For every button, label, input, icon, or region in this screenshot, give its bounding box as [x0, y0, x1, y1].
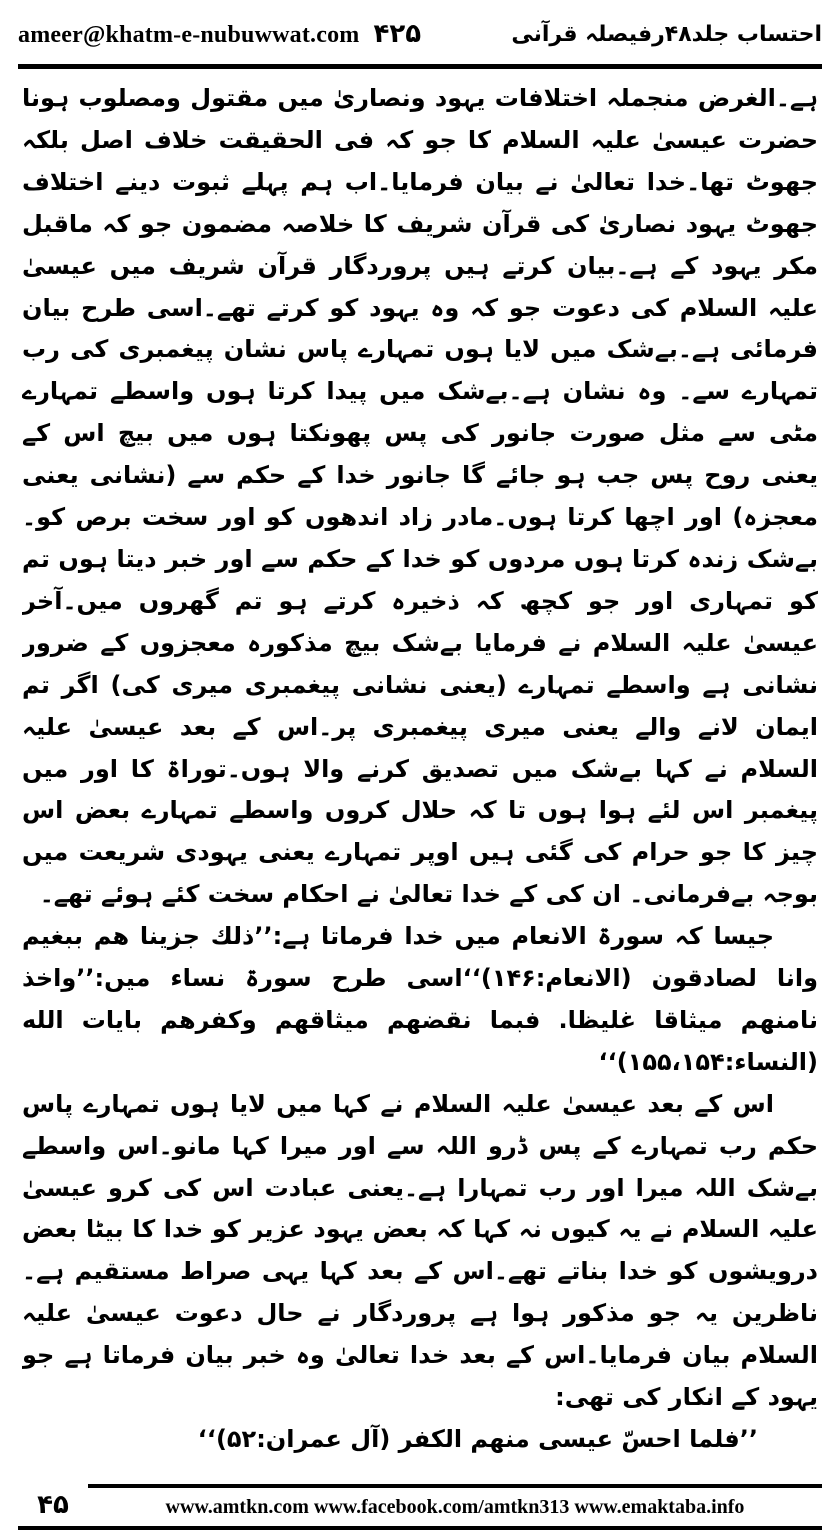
page-body — [22, 78, 818, 1454]
header-email: ameer@khatm-e-nubuwwat.com — [18, 22, 360, 48]
paragraph-1: ہے۔الغرض منجملہ اختلافات یہود ونصاریٰ میں مقتول ومصلوب ہونا حضرت عیسیٰ علیہ السلام کا جو کہ فی الحقیقت خلاف اصل بلکہ جھوٹ تھا۔خدا تعالیٰ نے بیان فرمایا۔اب ہم پہلے ثبوت دینے اختلاف جھوٹ یہود نصاریٰ کی قرآن شریف کا خلاصہ مضمون جو کہ ماقبل مکر یہود کے ہے۔بیان کرتے ہیں پروردگار قرآن شریف میں عیسیٰ علیہ السلام کی دعوت جو کہ وہ یہود کو کرتے تھے۔اسی طرح بیان فرمائی ہے۔بےشک میں لایا ہوں تمہارے پاس نشان پیغمبری کی رب تمہارے سے۔ وہ نشان ہے۔بےشک میں پیدا کرتا ہوں واسطے تمہارے مٹی سے مثل صورت جانور کی پس پھونکتا ہوں میں بیچ اس کے یعنی روح پس جب ہو جائے گا جانور خدا کے حکم سے (نشانی یعنی معجزہ) اور اچھا کرتا ہوں۔مادر زاد اندھوں کو اور سخت برص کو۔بےشک زندہ کرتا ہوں مردوں کو خدا کے حکم سے اور خبر دیتا ہوں تم کو تمہاری اور جو کچھ کہ ذخیرہ کرتے ہو تم گھروں میں۔آخر عیسیٰ علیہ السلام نے فرمایا بےشک بیچ مذکورہ معجزوں کے ضرور نشانی ہے واسطے تمہارے (یعنی نشانی پیغمبری میری کی) اگر تم ایمان لانے والے یعنی میری پیغمبری پر۔اس کے بعد عیسیٰ علیہ السلام نے کہا بےشک میں تصدیق کرنے والا ہوں۔توراۃ کا اور میں پیغمبر اس لئے ہوا ہوں تا کہ حلال کروں واسطے تمہارے بعض اس چیز کا جو حرام کی گئی ہیں اوپر تمہارے یعنی یہودی شریعت میں بوجہ بےفرمانی۔ ان کی کے خدا تعالیٰ نے احکام سخت کئے ہوئے تھے۔ — [22, 84, 818, 909]
footer-links: www.amtkn.com www.facebook.com/amtkn313 www.emaktaba.info — [88, 1484, 822, 1530]
footer-page-number: ۴۵ — [18, 1484, 88, 1530]
header-rule — [18, 64, 822, 69]
paragraph-2: جیسا کہ سورۃ الانعام میں خدا فرماتا ہے:’’ذلك جزينا هم ببغيم وانا لصادقون (الانعام:۱۴۶)‘‘اسی طرح سورۃ نساء میں:’’واخذ نامنهم ميثاقا غليظا. فبما نقضهم ميثاقهم وكفرهم بايات الله (النساء:۱۵۵،۱۵۴)‘‘ — [22, 922, 818, 1076]
header-page-number: ۴۲۵ — [373, 19, 422, 49]
header-running-title: احتساب جلد۴۸رفیصلہ قرآنی — [511, 21, 822, 47]
quote-verse: ’’فلما احسّ عيسى منهم الكفر (آل عمران:۵۲)‘‘ — [197, 1425, 758, 1453]
page-footer — [18, 1484, 822, 1530]
header-left — [18, 19, 421, 49]
paragraph-3: اس کے بعد عیسیٰ علیہ السلام نے کہا میں لایا ہوں تمہارے پاس حکم رب تمہارے کے پس ڈرو اللہ سے اور میرا کہا مانو۔اس واسطے بےشک اللہ میرا اور رب تمہارا ہے۔یعنی عبادت اس کی کرو عیسیٰ علیہ السلام نے یہ کیوں نہ کہا کہ بعض یہود عزیر کو خدا کا بیٹا بعض درویشوں کو خدا بناتے تھے۔اس کے بعد کہا یہی صراط مستقیم ہے۔ناظرین یہ جو مذکور ہوا ہے پروردگار نے حال دعوت عیسیٰ علیہ السلام بیان فرمایا۔اس کے بعد خدا تعالیٰ وہ خبر بیان فرماتا ہے جو یہود کے انکار کی تھی: — [22, 1089, 818, 1412]
page-header — [18, 8, 822, 60]
